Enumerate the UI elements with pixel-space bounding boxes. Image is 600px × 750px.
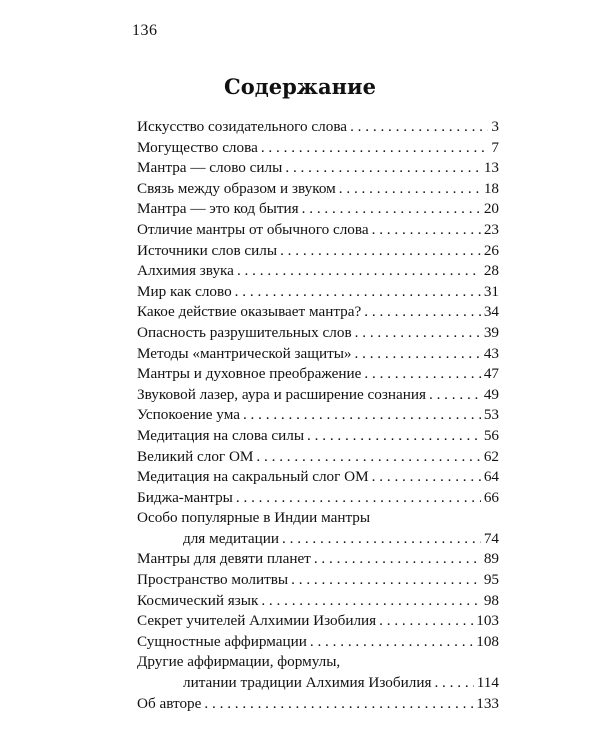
toc-entry-label: Источники слов силы bbox=[137, 241, 278, 259]
toc-entry-page: 56 bbox=[483, 426, 499, 444]
dot-leader bbox=[364, 365, 480, 383]
toc-entry bbox=[137, 200, 499, 221]
toc-entry-page: 28 bbox=[483, 262, 499, 280]
toc-entry-label: Мантра — слово силы bbox=[137, 159, 283, 177]
toc-entry-page: 103 bbox=[476, 612, 499, 630]
toc-entry-page: 133 bbox=[476, 694, 499, 712]
toc-entry-page: 23 bbox=[483, 220, 499, 238]
dot-leader bbox=[282, 530, 481, 548]
toc-entry-label: Какое действие оказывает мантра? bbox=[137, 303, 362, 321]
toc-entry-label: Особо популярные в Индии мантры bbox=[137, 509, 371, 527]
dot-leader bbox=[285, 159, 480, 177]
toc-entry bbox=[137, 406, 499, 427]
toc-entry-label: Мантра — это код бытия bbox=[137, 200, 299, 218]
toc-entry-page: 18 bbox=[483, 179, 499, 197]
toc-entry-page: 43 bbox=[483, 344, 499, 362]
toc-entry-page: 26 bbox=[483, 241, 499, 259]
toc-entry-label: Пространство молитвы bbox=[137, 571, 289, 589]
toc-entry bbox=[137, 139, 499, 160]
dot-leader bbox=[379, 612, 473, 630]
toc-entry-label: Отличие мантры от обычного слова bbox=[137, 220, 369, 238]
toc-entry-page: 31 bbox=[483, 282, 499, 300]
toc-entry bbox=[137, 427, 499, 448]
toc-entry-label: Мантры для девяти планет bbox=[137, 550, 311, 568]
toc-entry bbox=[137, 674, 499, 695]
dot-leader bbox=[350, 118, 488, 136]
toc-entry-label: литании традиции Алхимия Изобилия bbox=[183, 674, 432, 692]
toc-entry-page: 64 bbox=[483, 468, 499, 486]
table-of-contents bbox=[137, 118, 499, 715]
toc-entry bbox=[137, 612, 499, 633]
toc-entry-page: 3 bbox=[491, 118, 499, 135]
toc-entry-label: Мир как слово bbox=[137, 282, 232, 300]
dot-leader bbox=[243, 406, 481, 424]
toc-entry bbox=[137, 242, 499, 263]
toc-entry-label: Космический язык bbox=[137, 591, 259, 609]
dot-leader bbox=[291, 571, 481, 589]
toc-entry bbox=[137, 345, 499, 366]
toc-entry bbox=[137, 180, 499, 201]
toc-entry bbox=[137, 695, 499, 716]
toc-entry-label: Методы «мантрической защиты» bbox=[137, 344, 352, 362]
dot-leader bbox=[372, 221, 481, 239]
toc-entry bbox=[137, 159, 499, 180]
toc-entry-label: Секрет учителей Алхимии Изобилия bbox=[137, 612, 377, 630]
toc-entry bbox=[137, 530, 499, 551]
page-number: 136 bbox=[132, 22, 158, 39]
toc-entry-label: Другие аффирмации, формулы, bbox=[137, 653, 341, 671]
dot-leader bbox=[302, 200, 481, 218]
toc-entry bbox=[137, 592, 499, 613]
toc-entry-page: 47 bbox=[483, 365, 499, 383]
toc-entry-label: Мантры и духовное преображение bbox=[137, 365, 362, 383]
toc-entry bbox=[137, 489, 499, 510]
dot-leader bbox=[235, 283, 481, 301]
toc-entry-page: 89 bbox=[483, 550, 499, 568]
toc-entry bbox=[137, 448, 499, 469]
dot-leader bbox=[237, 262, 481, 280]
toc-entry-page: 39 bbox=[483, 323, 499, 341]
toc-entry bbox=[137, 468, 499, 489]
toc-entry-page: 98 bbox=[483, 591, 499, 609]
toc-entry-label: Медитация на слова силы bbox=[137, 426, 305, 444]
dot-leader bbox=[261, 139, 489, 157]
dot-leader bbox=[355, 324, 481, 342]
toc-entry-page: 20 bbox=[483, 200, 499, 218]
toc-entry-label: Алхимия звука bbox=[137, 262, 234, 280]
dot-leader bbox=[314, 550, 481, 568]
toc-entry-page: 95 bbox=[483, 571, 499, 589]
toc-entry-page: 114 bbox=[476, 674, 499, 692]
dot-leader bbox=[307, 427, 481, 445]
dot-leader bbox=[261, 592, 480, 610]
toc-entry-page: 74 bbox=[483, 529, 499, 547]
toc-entry-label: Биджа-мантры bbox=[137, 488, 233, 506]
toc-entry bbox=[137, 262, 499, 283]
toc-entry-page: 34 bbox=[483, 303, 499, 321]
toc-entry-label: Искусство созидательного слова bbox=[137, 118, 348, 135]
toc-entry-label: Опасность разрушительных слов bbox=[137, 323, 352, 341]
toc-entry bbox=[137, 221, 499, 242]
toc-entry-first-line bbox=[137, 653, 499, 674]
page-title: Содержание bbox=[224, 74, 376, 99]
toc-entry-label: для медитации bbox=[183, 529, 280, 547]
dot-leader bbox=[364, 303, 481, 321]
toc-entry-page: 7 bbox=[491, 138, 499, 156]
toc-entry-label: Сущностные аффирмации bbox=[137, 632, 307, 650]
toc-entry bbox=[137, 283, 499, 304]
toc-entry-label: Медитация на сакральный слог ОМ bbox=[137, 468, 369, 486]
dot-leader bbox=[310, 633, 473, 651]
toc-entry-first-line bbox=[137, 509, 499, 530]
toc-entry-label: Об авторе bbox=[137, 694, 202, 712]
toc-entry-label: Звуковой лазер, аура и расширение сознания bbox=[137, 385, 426, 403]
toc-entry-page: 108 bbox=[476, 632, 499, 650]
toc-entry bbox=[137, 118, 499, 139]
dot-leader bbox=[236, 489, 481, 507]
toc-entry-page: 13 bbox=[483, 159, 499, 177]
toc-entry bbox=[137, 550, 499, 571]
toc-entry-page: 53 bbox=[483, 406, 499, 424]
dot-leader bbox=[204, 695, 473, 713]
dot-leader bbox=[372, 468, 481, 486]
toc-entry-page: 62 bbox=[483, 447, 499, 465]
toc-entry bbox=[137, 571, 499, 592]
toc-entry-label: Связь между образом и звуком bbox=[137, 179, 336, 197]
dot-leader bbox=[434, 674, 473, 692]
toc-entry-page: 66 bbox=[483, 488, 499, 506]
toc-entry bbox=[137, 633, 499, 654]
toc-entry bbox=[137, 365, 499, 386]
toc-entry bbox=[137, 303, 499, 324]
dot-leader bbox=[256, 448, 480, 466]
toc-entry bbox=[137, 324, 499, 345]
toc-entry-label: Могущество слова bbox=[137, 138, 258, 156]
dot-leader bbox=[429, 386, 481, 404]
dot-leader bbox=[280, 242, 481, 260]
toc-entry bbox=[137, 386, 499, 407]
dot-leader bbox=[355, 345, 481, 363]
toc-entry-label: Успокоение ума bbox=[137, 406, 240, 424]
dot-leader bbox=[339, 180, 481, 198]
toc-entry-label: Великий слог ОМ bbox=[137, 447, 254, 465]
toc-entry-page: 49 bbox=[483, 385, 499, 403]
